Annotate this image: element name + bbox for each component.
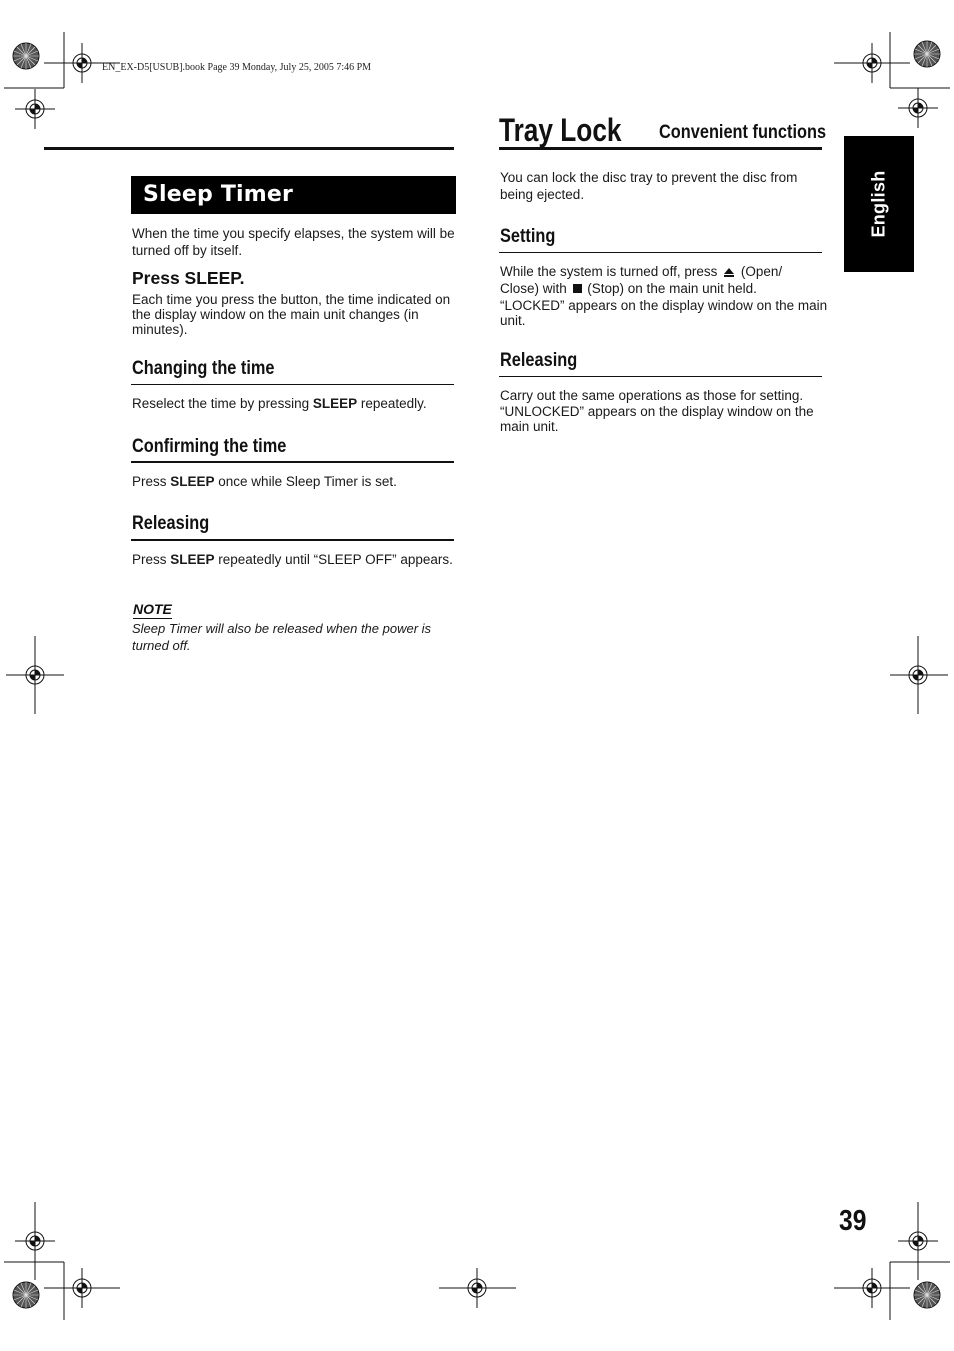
right-releasing-rule — [499, 376, 822, 377]
right-releasing-heading: Releasing — [500, 350, 578, 371]
chapter-subtitle: Convenient functions — [659, 122, 827, 143]
changing-heading: Changing the time — [132, 358, 275, 379]
left-releasing-heading: Releasing — [132, 513, 210, 534]
confirming-text: Press SLEEP once while Sleep Timer is set. — [132, 474, 397, 489]
right-releasing-text: Carry out the same operations as those for setting. “UNLOCKED” appears on the display window on the main unit. — [500, 388, 814, 434]
setting-text: While the system is turned off, press (Open/ Close) with (Stop) on the main unit held. “LOCKED” appears on the display window on the main unit. — [500, 264, 828, 328]
confirming-heading: Confirming the time — [132, 436, 287, 457]
header-note: EN_EX-D5[USUB].book Page 39 Monday, July 25, 2005 7:46 PM — [102, 62, 372, 73]
press-description: Each time you press the button, the time indicated on the display window on the main unit changes (in minutes). — [132, 292, 451, 337]
press-heading: Press SLEEP. — [132, 268, 245, 288]
sleep-intro: When the time you specify elapses, the system will be turned off by itself. — [132, 226, 455, 258]
eject-icon — [724, 268, 734, 274]
stop-icon — [573, 284, 582, 293]
changing-rule — [131, 384, 454, 385]
page-title: Tray Lock — [499, 112, 622, 148]
note-text: Sleep Timer will also be released when the power is turned off. — [132, 621, 432, 653]
left-releasing-rule — [131, 539, 454, 541]
left-releasing-text: Press SLEEP repeatedly until “SLEEP OFF” appears. — [132, 552, 453, 567]
confirming-rule — [131, 461, 454, 463]
note-label: NOTE — [133, 601, 172, 617]
section-banner — [131, 176, 456, 214]
section-title: Sleep Timer — [143, 182, 294, 207]
page-number: 39 — [839, 1205, 867, 1237]
language-tab — [844, 136, 914, 272]
language-label: English — [868, 170, 889, 238]
setting-rule — [499, 252, 822, 253]
tray-intro: You can lock the disc tray to prevent the disc from being ejected. — [500, 170, 798, 202]
changing-text: Reselect the time by pressing SLEEP repeatedly. — [132, 396, 427, 411]
top-rule-left — [44, 147, 454, 150]
setting-heading: Setting — [500, 226, 556, 247]
